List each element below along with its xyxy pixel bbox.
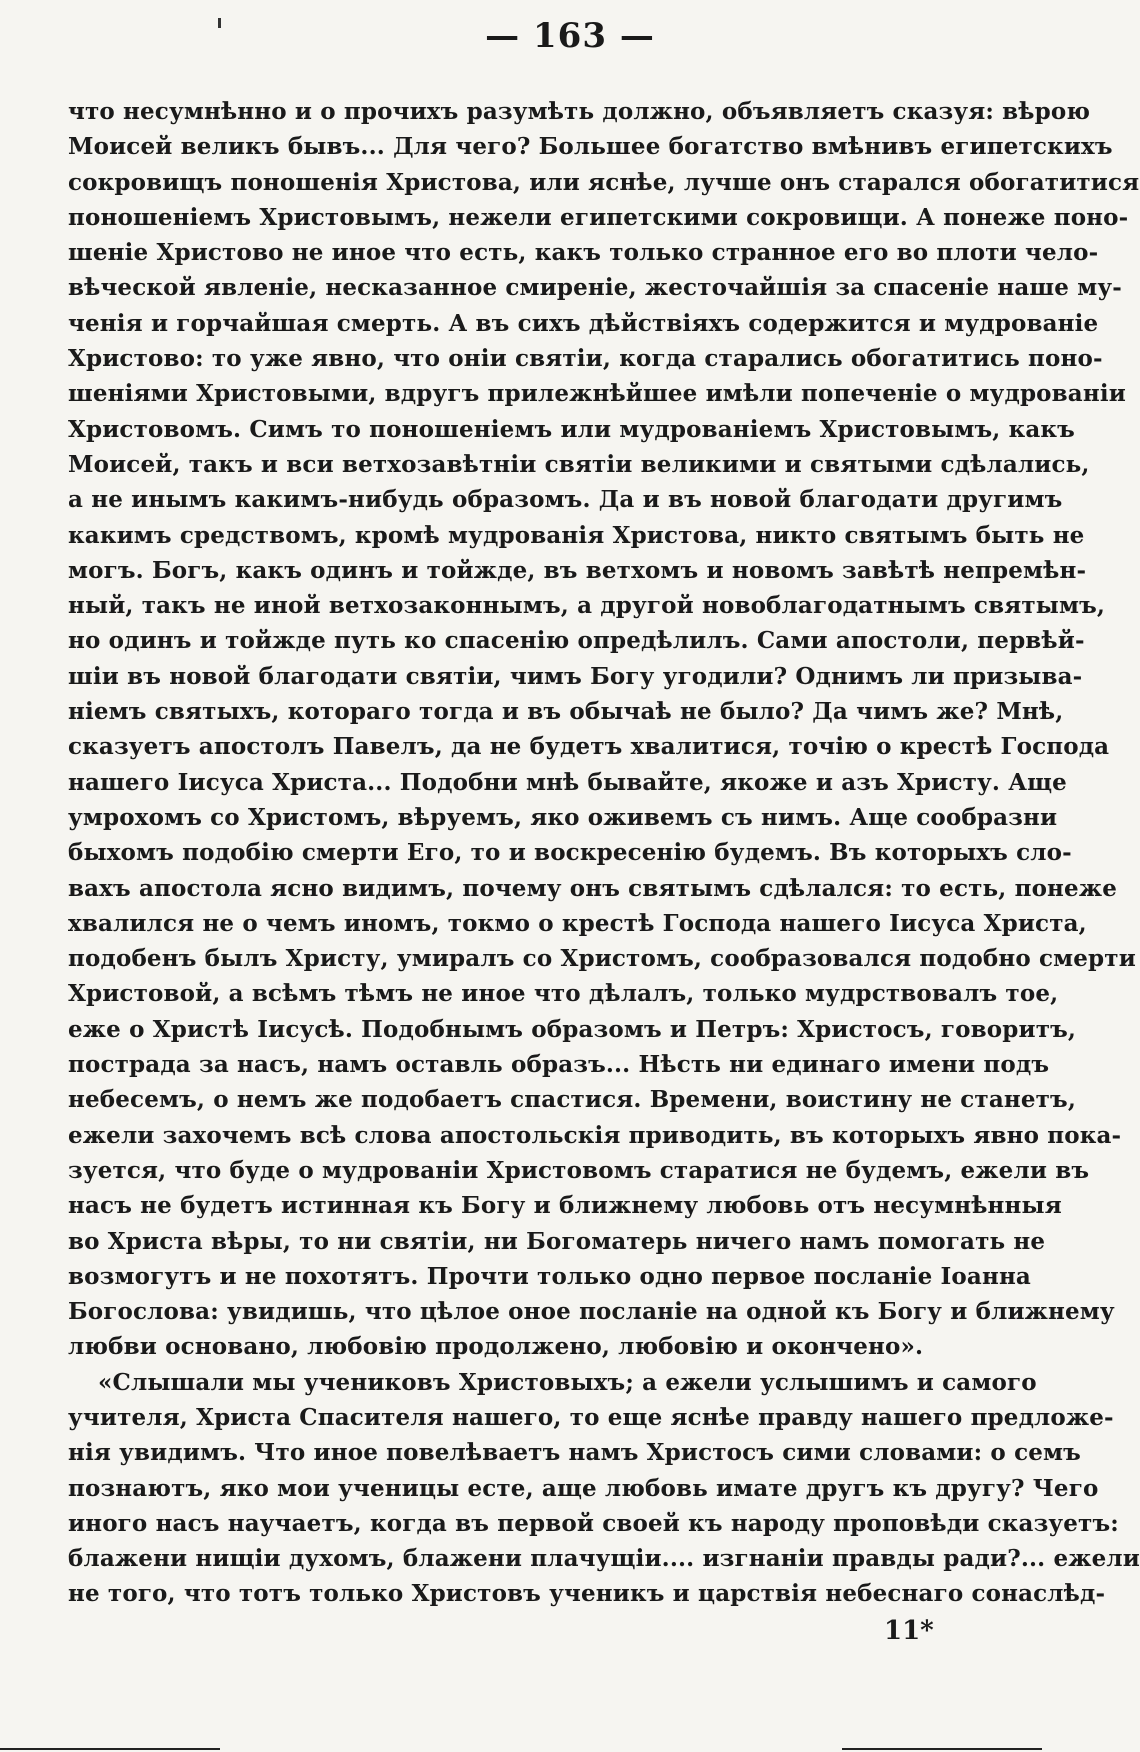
body-text [68, 94, 1140, 1612]
text-line: вахъ апостола ясно видимъ, почему онъ святымъ сдѣлался: то есть, понеже [68, 874, 1117, 902]
text-line: иного насъ научаетъ, когда въ первой своей къ народу проповѣди сказуетъ: [68, 1509, 1119, 1537]
text-line: ніемъ святыхъ, котораго тогда и въ обычаѣ не было? Да чимъ же? Мнѣ, [68, 698, 1064, 726]
text-line: хвалился не о чемъ иномъ, токмо о крестѣ Господа нашего Іисуса Христа, [68, 909, 1087, 937]
text-line: подобенъ былъ Христу, умиралъ со Христомъ, сообразовался подобно смерти [68, 945, 1136, 973]
ink-speck [218, 18, 221, 28]
text-line: Христово: то уже явно, что оніи святіи, когда старались обогатитись поно- [68, 345, 1103, 373]
text-line: Моисей великъ бывъ... Для чего? Большее богатство вмѣнивъ египетскихъ [68, 133, 1113, 161]
text-line: умрохомъ со Христомъ, вѣруемъ, яко оживемъ съ нимъ. Аще сообразни [68, 803, 1058, 831]
text-line: шеніе Христово не иное что есть, какъ только странное его во плоти чело- [68, 239, 1099, 267]
text-line: насъ не будетъ истинная къ Богу и ближнему любовь отъ несумнѣнныя [68, 1192, 1062, 1220]
text-line: а не инымъ какимъ-нибудь образомъ. Да и въ новой благодати другимъ [68, 486, 1063, 514]
text-line: быхомъ подобію смерти Его, то и воскресенію будемъ. Въ которыхъ сло- [68, 839, 1072, 867]
paragraph-end-line: любви основано, любовію продолжено, любовію и окончено». [68, 1333, 924, 1361]
text-line: пострада за насъ, намъ оставль образъ... Нѣсть ни единаго имени подъ [68, 1051, 1050, 1079]
text-line: ежели захочемъ всѣ слова апостольскія приводить, въ которыхъ явно пока- [68, 1121, 1122, 1149]
text-line: блажени нищіи духомъ, блажени плачущіи.... изгнаніи правды ради?... ежели [68, 1545, 1140, 1573]
paragraph-start-line: «Слышали мы учениковъ Христовыхъ; а ежели услышимъ и самого [98, 1368, 1037, 1396]
text-line: во Христа вѣры, то ни святіи, ни Богоматерь ничего намъ помогать не [68, 1227, 1046, 1255]
text-line: нія увидимъ. Что иное повелѣваетъ намъ Христосъ сими словами: о семъ [68, 1439, 1081, 1467]
text-line: зуется, что буде о мудрованіи Христовомъ старатися не будемъ, ежели въ [68, 1156, 1090, 1184]
page-number-header: — 163 — [485, 16, 655, 56]
text-line: сокровищъ поношенія Христова, или яснѣе, лучше онъ старался обогатитися [68, 168, 1140, 196]
page-edge-rule [842, 1748, 1042, 1750]
text-line: могъ. Богъ, какъ одинъ и тойжде, въ ветхомъ и новомъ завѣтѣ непремѣн- [68, 556, 1087, 584]
text-line: поношеніемъ Христовымъ, нежели египетскими сокровищи. А понеже поно- [68, 203, 1129, 231]
text-line: сказуетъ апостолъ Павелъ, да не будетъ хвалитися, точію о крестѣ Господа [68, 733, 1110, 761]
text-line: еже о Христѣ Іисусѣ. Подобнымъ образомъ и Петръ: Христосъ, говоритъ, [68, 1015, 1077, 1043]
text-line: шіи въ новой благодати святіи, чимъ Богу угодили? Однимъ ли призыва- [68, 662, 1083, 690]
text-line: вѣческой явленіе, несказанное смиреніе, жесточайшія за спасеніе наше му- [68, 274, 1122, 302]
text-line: Моисей, такъ и вси ветхозавѣтніи святіи великими и святыми сдѣлались, [68, 450, 1090, 478]
page-edge-rule [0, 1748, 220, 1750]
text-line: не того, что тотъ только Христовъ ученикъ и царствія небеснаго сонаслѣд- [68, 1580, 1106, 1608]
text-line: познаютъ, яко мои ученицы есте, аще любовь имате другъ къ другу? Чего [68, 1474, 1099, 1502]
signature-mark: 11* [884, 1616, 934, 1646]
text-line: ченія и горчайшая смерть. А въ сихъ дѣйствіяхъ содержится и мудрованіе [68, 309, 1099, 337]
text-line: но одинъ и тойжде путь ко спасенію опредѣлилъ. Сами апостоли, первѣй- [68, 627, 1085, 655]
text-line: небесемъ, о немъ же подобаетъ спастися. Времени, воистину не станетъ, [68, 1086, 1077, 1114]
text-line: учителя, Христа Спасителя нашего, то еще яснѣе правду нашего предложе- [68, 1403, 1114, 1431]
text-line: шеніями Христовыми, вдругъ прилежнѣйшее имѣли попеченіе о мудрованіи [68, 380, 1126, 408]
text-line: возмогутъ и не похотятъ. Прочти только одно первое посланіе Іоанна [68, 1262, 1031, 1290]
text-line: какимъ средствомъ, кромѣ мудрованія Христова, никто святымъ быть не [68, 521, 1085, 549]
text-line: Богослова: увидишь, что цѣлое оное посланіе на одной къ Богу и ближнему [68, 1298, 1115, 1326]
text-line: что несумнѣнно и о прочихъ разумѣть должно, объявляетъ сказуя: вѣрою [68, 98, 1091, 125]
text-line: Христовомъ. Симъ то поношеніемъ или мудрованіемъ Христовымъ, какъ [68, 415, 1075, 443]
text-line: Христовой, а всѣмъ тѣмъ не иное что дѣлалъ, только мудрствовалъ тое, [68, 980, 1059, 1008]
text-line: нашего Іисуса Христа... Подобни мнѣ бывайте, якоже и азъ Христу. Аще [68, 768, 1067, 796]
text-line: ный, такъ не иной ветхозаконнымъ, а другой новоблагодатнымъ святымъ, [68, 592, 1106, 620]
